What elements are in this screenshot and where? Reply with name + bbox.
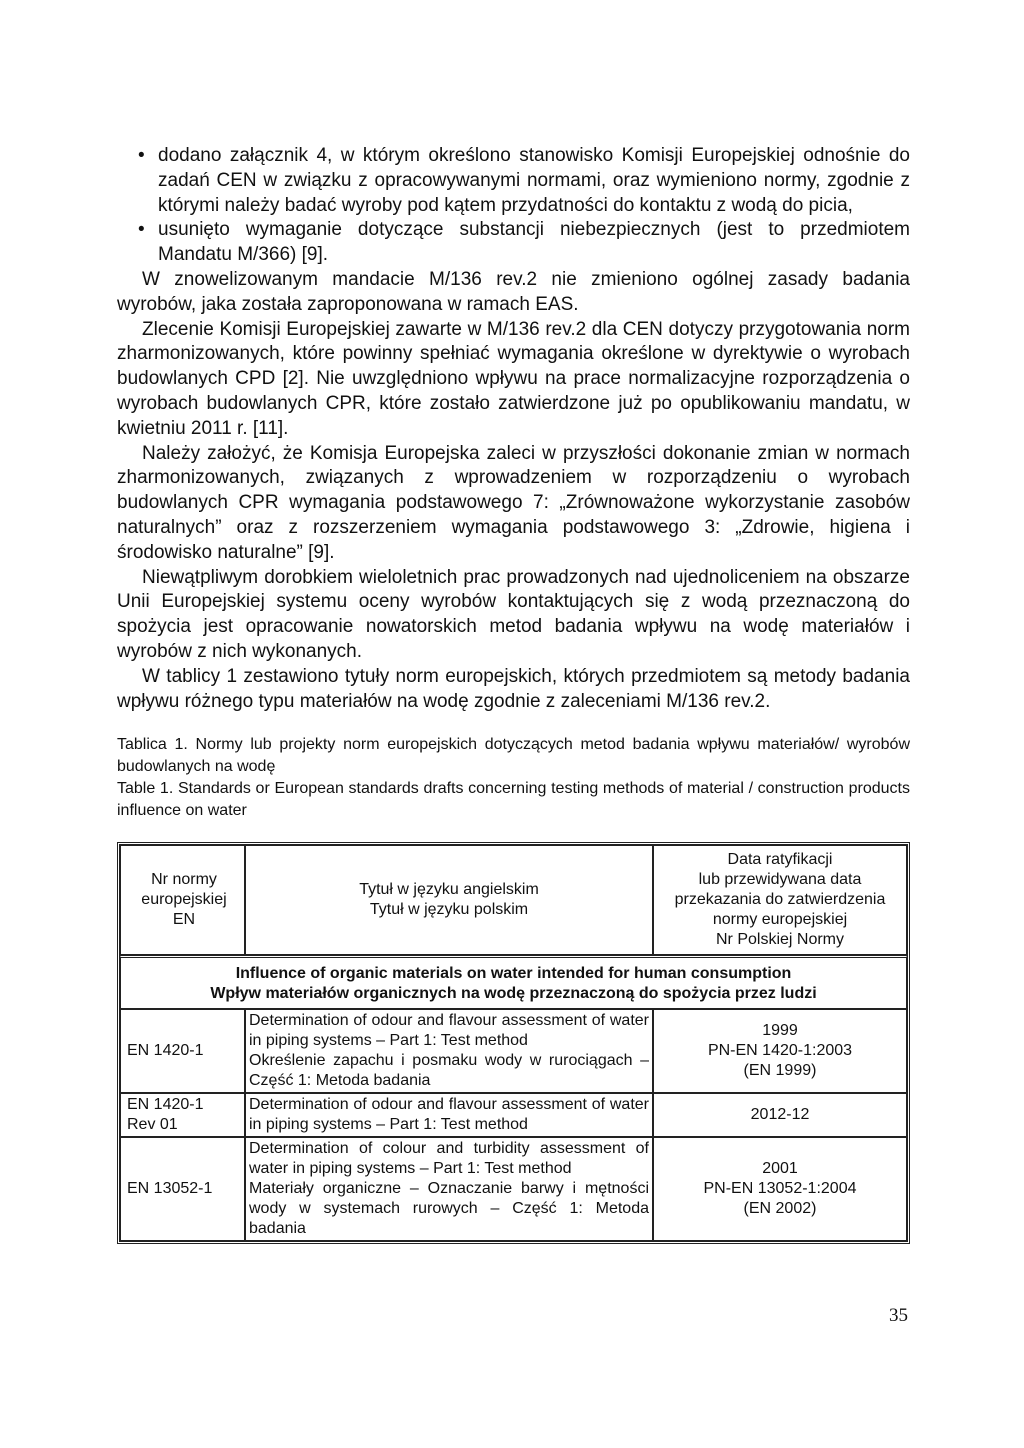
paragraph: W znowelizowanym mandacie M/136 rev.2 nie zmieniono ogólnej zasady badania wyrobów, jaka została zaproponowana w ramach EAS. (117, 268, 910, 315)
standard-date: 2012-12 (653, 1093, 907, 1137)
header-standard-number: Nr normy europejskiej EN (120, 845, 245, 955)
standard-number: EN 1420-1 (120, 1009, 245, 1093)
header-title: Tytuł w języku angielskim Tytuł w języku polskim (245, 845, 653, 955)
standards-table-wrapper (117, 842, 910, 1244)
standard-number: EN 1420-1 Rev 01 (120, 1093, 245, 1137)
section-heading: Influence of organic materials on water intended for human consumption Wpływ materiałów organicznych na wodę przeznaczoną do spożycia przez ludzi (120, 955, 907, 1009)
standard-title: Determination of odour and flavour assessment of water in piping systems – Part 1: Test method Określenie zapachu i posmaku wody w rurociągach – Część 1: Metoda badania (245, 1009, 653, 1093)
table-section-row (120, 955, 907, 1009)
bullet-item (136, 218, 910, 268)
standards-table (117, 842, 910, 1244)
paragraph: Należy założyć, że Komisja Europejska zaleci w przyszłości dokonanie zmian w normach zharmonizowanych, związanych z wprowadzeniem w rozporządzeniu o wyrobach budowlanych CPR wymagania podstawowego 7: „Zrównoważone wykorzystanie zasobów naturalnych” oraz z rozszerzeniem wymagania podstawowego 3: „Zdrowie, higiena i środowisko naturalne” [9]. (117, 442, 910, 563)
page-number: 35 (889, 1305, 908, 1326)
table-caption-en: Table 1. Standards or European standards drafts concerning testing methods of material / construction products influence on water (117, 780, 910, 820)
bullet-item (136, 144, 910, 218)
standard-title: Determination of colour and turbidity assessment of water in piping systems – Part 1: Test method Materiały organiczne – Oznaczanie barwy i mętności wody w systemach rurowych – Część 1: Metoda badania (245, 1137, 653, 1241)
table-header-row (120, 845, 907, 955)
page-content (117, 144, 910, 1244)
bullet-text: usunięto wymaganie dotyczące substancji niebezpiecznych (jest to przedmiotem Mandatu M/366) [9]. (158, 219, 910, 266)
bullet-icon: • (138, 145, 145, 166)
paragraph: W tablicy 1 zestawiono tytuły norm europejskich, których przedmiotem są metody badania wpływu różnego typu materiałów na wodę zgodnie z zaleceniami M/136 rev.2. (117, 665, 910, 712)
table-caption-pl: Tablica 1. Normy lub projekty norm europejskich dotyczących metod badania wpływu materiałów/ wyrobów budowlanych na wodę (117, 736, 910, 776)
table-row (120, 1137, 907, 1241)
paragraph: Zlecenie Komisji Europejskiej zawarte w M/136 rev.2 dla CEN dotyczy przygotowania norm zharmonizowanych, które powinny spełniać wymagania określone w dyrektywie o wyrobach budowlanych CPD [2]. Nie uwzględniono wpływu na prace normalizacyjne rozporządzenia o wyrobach budowlanych CPR, które zostało zatwierdzone już po opublikowaniu mandatu, w kwietniu 2011 r. [11]. (117, 318, 910, 439)
paragraph: Niewątpliwym dorobkiem wieloletnich prac prowadzonych nad ujednoliceniem na obszarze Unii Europejskiej systemu oceny wyrobów kontaktujących się z wodą przeznaczoną do spożycia jest opracowanie nowatorskich metod badania wpływu na wodę materiałów i wyrobów z nich wykonanych. (117, 566, 910, 662)
bullet-icon: • (138, 219, 145, 241)
standard-title: Determination of odour and flavour assessment of water in piping systems – Part 1: Test method (245, 1093, 653, 1137)
table-row (120, 1009, 907, 1093)
standard-number: EN 13052-1 (120, 1137, 245, 1241)
header-date: Data ratyfikacji lub przewidywana data przekazania do zatwierdzenia normy europejskiej Nr Polskiej Normy (653, 845, 907, 955)
table-row (120, 1093, 907, 1137)
standard-date: 1999 PN-EN 1420-1:2003 (EN 1999) (653, 1009, 907, 1093)
bullet-text: dodano załącznik 4, w którym określono stanowisko Komisji Europejskiej odnośnie do zadań CEN w związku z opracowywanymi normami, oraz wymieniono normy, zgodnie z którymi należy badać wyroby pod kątem przydatności do kontaktu z wodą do picia, (158, 145, 910, 216)
standard-date: 2001 PN-EN 13052-1:2004 (EN 2002) (653, 1137, 907, 1241)
